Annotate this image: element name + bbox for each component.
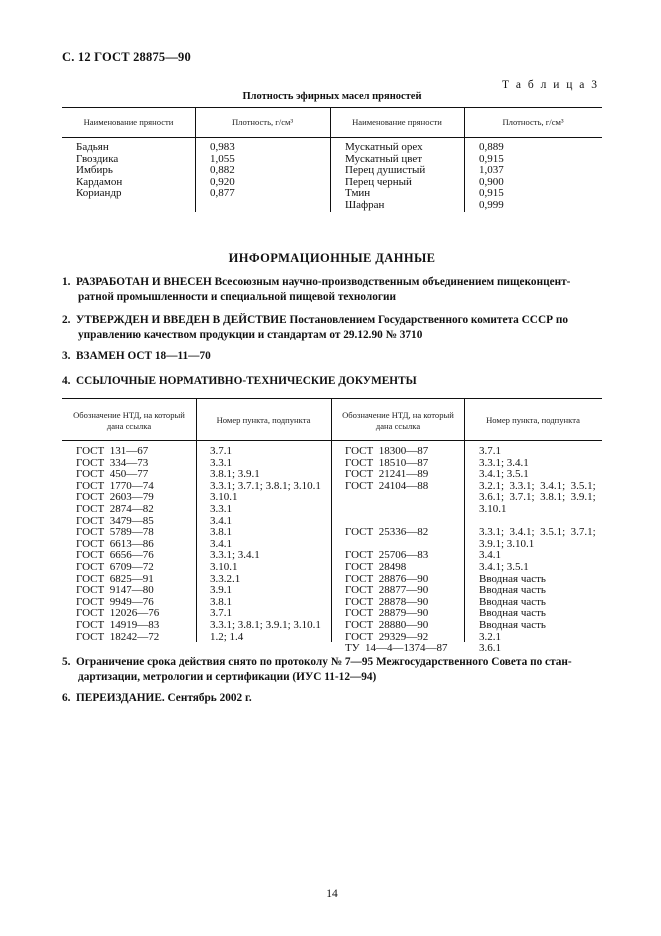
info-item-1 [62, 275, 600, 305]
item-continuation: управлению качеством продукции и стандартам от 29.12.90 № 3710 [78, 329, 423, 341]
info-item-6 [62, 691, 600, 706]
density-col-header: Наименование пряности [352, 117, 442, 127]
item-bold-text: УТВЕРЖДЕН И ВВЕДЕН В ДЕЙСТВИЕ [76, 314, 287, 326]
table-top-rule [62, 107, 602, 108]
ntd-col-header: Номер пункта, подпункта [216, 415, 311, 425]
item-number: 2. [62, 314, 71, 326]
ntd-col-header: Обозначение НТД, на который дана ссылка [342, 410, 454, 431]
table-top-rule [62, 398, 602, 399]
item-number: 1. [62, 276, 71, 288]
item-text: ССЫЛОЧНЫЕ НОРМАТИВНО-ТЕХНИЧЕСКИЕ ДОКУМЕНТЫ [76, 375, 417, 387]
ntd-points-right: 3.7.1 3.3.1; 3.4.1 3.4.1; 3.5.1 3.2.1; 3.3.1; 3.4.1; 3.5.1; 3.6.1; 3.7.1; 3.8.1; 3.9.1; 3.10.1 3.3.1; 3.4.1; 3.5.1; 3.7.1; 3.9.1; 3.10.1 3.4.1 3.4.1; 3.5.1 Вводная часть Вводная часть Вводная часть Вводная часть Вводная часть 3.2.1 3.6.1 [479, 445, 596, 655]
density-col-header: Плотность, г/см³ [231, 117, 294, 127]
item-bold-text: РАЗРАБОТАН И ВНЕСЕН [76, 276, 212, 288]
table-header-rule [62, 137, 602, 138]
item-number: 3. [62, 350, 71, 362]
item-number: 6. [62, 692, 71, 704]
item-number: 5. [62, 656, 71, 668]
spice-values-right: 0,889 0,915 1,037 0,900 0,915 0,999 [479, 141, 504, 211]
item-number: 4. [62, 375, 71, 387]
info-item-2 [62, 313, 600, 343]
spice-names-left: Бадьян Гвоздика Имбирь Кардамон Кориандр [76, 141, 123, 200]
density-col-header: Плотность, г/см³ [502, 117, 564, 127]
table-header-rule [62, 440, 602, 441]
info-item-3 [62, 349, 600, 364]
ntd-col-header: Номер пункта, подпункта [486, 415, 580, 425]
info-item-4 [62, 374, 600, 389]
info-item-5 [62, 655, 600, 685]
item-continuation: ратной промышленности и специальной пищевой технологии [78, 291, 397, 303]
page-header: С. 12 ГОСТ 28875—90 [62, 50, 191, 64]
ntd-docs-right: ГОСТ 18300—87 ГОСТ 18510—87 ГОСТ 21241—89 ГОСТ 24104—88 ГОСТ 25336—82 ГОСТ 25706—83 ГОСТ 28498 ГОСТ 28876—90 ГОСТ 28877—90 ГОСТ 28878—90 ГОСТ 28879—90 ГОСТ 28880—90 ГОСТ 29329—92 ТУ 14—4—1374—87 [345, 445, 448, 655]
item-text: Всесоюзным научно-производственным объединением пищеконцент- [211, 276, 571, 288]
table-col-divider [464, 398, 465, 642]
item-text: Ограничение срока действия снято по протоколу № 7—95 Межгосударственного Совета по стан- [76, 656, 572, 668]
density-col-header: Наименование пряности [83, 117, 174, 127]
table-col-divider [331, 398, 332, 642]
spice-values-left: 0,983 1,055 0,882 0,920 0,877 [210, 141, 235, 200]
item-text: ВЗАМЕН ОСТ 18—11—70 [76, 350, 211, 362]
section-title: ИНФОРМАЦИОННЫЕ ДАННЫЕ [228, 251, 436, 265]
table-caption: Плотность эфирных масел пряностей [242, 91, 422, 102]
page-number: 14 [326, 888, 338, 900]
item-text: ПЕРЕИЗДАНИЕ. Сентябрь 2002 г. [76, 692, 252, 704]
table-number: Т а б л и ц а 3 [501, 79, 599, 91]
ntd-points-left: 3.7.1 3.3.1 3.8.1; 3.9.1 3.3.1; 3.7.1; 3.8.1; 3.10.1 3.10.1 3.3.1 3.4.1 3.8.1 3.4.1 3.3.1; 3.4.1 3.10.1 3.3.2.1 3.9.1 3.8.1 3.7.1 3.3.1; 3.8.1; 3.9.1; 3.10.1 1.2; 1.4 [210, 445, 321, 643]
ntd-col-header: Обозначение НТД, на который дана ссылка [73, 410, 185, 431]
ntd-docs-left: ГОСТ 131—67 ГОСТ 334—73 ГОСТ 450—77 ГОСТ 1770—74 ГОСТ 2603—79 ГОСТ 2874—82 ГОСТ 3479—85 ГОСТ 5789—78 ГОСТ 6613—86 ГОСТ 6656—76 ГОСТ 6709—72 ГОСТ 6825—91 ГОСТ 9147—80 ГОСТ 9949—76 ГОСТ 12026—76 ГОСТ 14919—83 ГОСТ 18242—72 [76, 445, 160, 643]
item-text: Постановлением Государственного комитета СССР по [286, 314, 568, 326]
item-continuation: дартизации, метрологии и сертификации (ИУС 11-12—94) [78, 671, 377, 683]
table-col-divider [196, 398, 197, 642]
spice-names-right: Мускатный орех Мускатный цвет Перец душистый Перец черный Тмин Шафран [345, 141, 426, 211]
